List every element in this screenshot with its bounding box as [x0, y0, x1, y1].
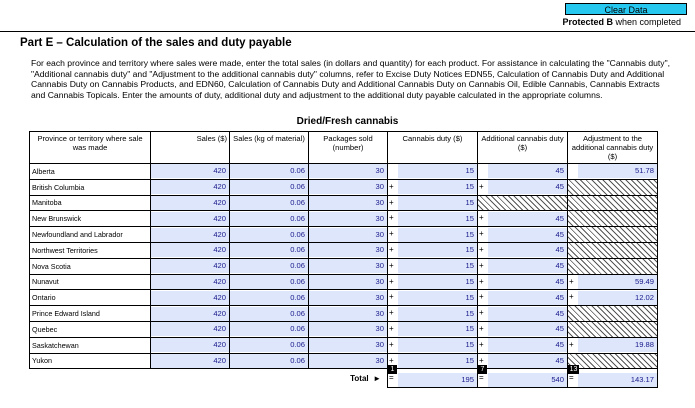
sales-field[interactable]: 420 — [151, 243, 229, 257]
sales-duty-table — [29, 131, 658, 388]
packages-field[interactable]: 30 — [309, 228, 387, 242]
kg-cell — [230, 211, 309, 227]
add-cell — [478, 258, 568, 274]
duty-cell — [388, 211, 478, 227]
clear-data-button[interactable]: Clear Data — [565, 3, 687, 15]
packages-field[interactable]: 30 — [309, 243, 387, 257]
plus-sign: + — [479, 292, 484, 302]
table-row — [30, 258, 658, 274]
province-cell — [30, 242, 151, 258]
sales-field[interactable]: 420 — [151, 164, 229, 178]
province-name: Quebec — [32, 324, 58, 334]
plus-sign: + — [389, 276, 394, 286]
table-row — [30, 321, 658, 337]
adj-field[interactable]: 12.02 — [578, 291, 657, 305]
duty-field[interactable]: 15 — [398, 322, 477, 336]
duty-field[interactable]: 15 — [398, 307, 477, 321]
duty-field[interactable]: 15 — [398, 196, 477, 210]
kg-cell — [230, 337, 309, 353]
packages-cell — [309, 306, 388, 322]
province-cell — [30, 258, 151, 274]
province-name: Prince Edward Island — [32, 309, 100, 319]
table-row — [30, 164, 658, 180]
duty-field[interactable]: 15 — [398, 228, 477, 242]
province-name: New Brunswick — [32, 214, 82, 224]
packages-cell — [309, 179, 388, 195]
add-cell — [478, 164, 568, 180]
add-cell — [478, 306, 568, 322]
duty-cell — [388, 306, 478, 322]
kg-cell — [230, 290, 309, 306]
packages-field[interactable]: 30 — [309, 322, 387, 336]
adj-cell — [568, 164, 658, 180]
sales-cell — [151, 321, 230, 337]
province-name: British Columbia — [32, 182, 85, 192]
total-adjustment-field[interactable]: 143.17 — [578, 373, 657, 387]
table-row — [30, 242, 658, 258]
hatched-disabled-field — [568, 196, 657, 211]
instructions-text: For each province and territory where sales were made, enter the total sales (in dollars and quantity) for each product. For assistance in calculating the "Cannabis duty", "Additional cannabis duty" and "Adjustment to the additional cannabis duty" columns, refer to Excise Duty Notices EDN55, Calculation of Cannabis Duty and Additional Cannabis Duty on Cannabis Products, and EDN60, Calculation of Cannabis Duty and Additional Cannabis Duty on Cannabis Oil, Edible Cannabis, Cannabis Extracts and Cannabis Topicals. Enter the amounts of duty, additional duty and adjustment to the additional duty payable calculated in the appropriate columns. — [31, 58, 671, 100]
protected-rest: when completed — [612, 17, 681, 27]
kg-cell — [230, 179, 309, 195]
province-cell — [30, 321, 151, 337]
plus-sign: + — [479, 244, 484, 254]
duty-field[interactable]: 15 — [398, 338, 477, 352]
sales-field[interactable]: 420 — [151, 275, 229, 289]
plus-sign: + — [389, 323, 394, 333]
plus-sign: + — [389, 355, 394, 365]
adj-cell — [568, 290, 658, 306]
table-row — [30, 306, 658, 322]
total-duty-cell — [388, 366, 478, 388]
packages-cell — [309, 290, 388, 306]
adj-cell — [568, 353, 658, 369]
packages-field[interactable]: 30 — [309, 164, 387, 178]
box-1-label: 1 — [388, 365, 397, 374]
hatched-disabled-field — [568, 259, 657, 274]
sales-cell — [151, 290, 230, 306]
province-cell — [30, 306, 151, 322]
adj-cell — [568, 321, 658, 337]
sales-field[interactable]: 420 — [151, 354, 229, 368]
header-rule — [0, 31, 695, 32]
table-row — [30, 179, 658, 195]
packages-field[interactable]: 30 — [309, 354, 387, 368]
adj-cell — [568, 195, 658, 211]
kg-field[interactable]: 0.06 — [230, 338, 308, 352]
plus-sign: + — [389, 213, 394, 223]
packages-cell — [309, 321, 388, 337]
add-field[interactable]: 45 — [488, 212, 567, 226]
packages-cell — [309, 195, 388, 211]
sales-cell — [151, 353, 230, 369]
duty-field[interactable]: 15 — [398, 212, 477, 226]
col-header-kg: Sales (kg of material) — [230, 132, 309, 164]
col-header-packages: Packages sold (number) — [309, 132, 388, 164]
kg-cell — [230, 258, 309, 274]
packages-cell — [309, 164, 388, 180]
kg-field[interactable]: 0.06 — [230, 164, 308, 178]
adj-cell — [568, 337, 658, 353]
add-cell — [478, 195, 568, 211]
province-name: Saskatchewan — [32, 340, 79, 350]
add-field[interactable]: 45 — [488, 180, 567, 194]
kg-cell — [230, 164, 309, 180]
total-label-cell — [30, 369, 388, 388]
kg-field[interactable]: 0.06 — [230, 259, 308, 273]
plus-sign: + — [389, 260, 394, 270]
province-name: Alberta — [32, 166, 55, 176]
hatched-disabled-field — [568, 322, 657, 337]
plus-sign: + — [389, 197, 394, 207]
kg-cell — [230, 227, 309, 243]
hatched-disabled-field — [568, 243, 657, 258]
sales-cell — [151, 242, 230, 258]
adj-cell — [568, 179, 658, 195]
duty-cell — [388, 353, 478, 369]
table-row — [30, 290, 658, 306]
packages-field[interactable]: 30 — [309, 338, 387, 352]
province-cell — [30, 179, 151, 195]
duty-cell — [388, 290, 478, 306]
hatched-disabled-field — [568, 211, 657, 226]
equals-sign: = — [569, 373, 574, 383]
duty-cell — [388, 258, 478, 274]
province-name: Nova Scotia — [32, 261, 71, 271]
plus-sign: + — [479, 323, 484, 333]
adj-field[interactable]: 19.88 — [578, 338, 657, 352]
plus-sign: + — [389, 339, 394, 349]
duty-field[interactable]: 15 — [398, 180, 477, 194]
header-row — [30, 132, 658, 164]
table-row — [30, 337, 658, 353]
duty-field[interactable]: 15 — [398, 164, 477, 178]
part-title: Part E – Calculation of the sales and duty payable — [20, 37, 292, 49]
add-cell — [478, 274, 568, 290]
hatched-disabled-field — [478, 196, 567, 211]
kg-field[interactable]: 0.06 — [230, 228, 308, 242]
packages-cell — [309, 211, 388, 227]
sales-field[interactable]: 420 — [151, 291, 229, 305]
sales-cell — [151, 164, 230, 180]
kg-field[interactable]: 0.06 — [230, 212, 308, 226]
col-header-additional: Additional cannabis duty ($) — [478, 132, 568, 164]
total-adj-cell — [568, 366, 658, 388]
province-cell — [30, 353, 151, 369]
add-field[interactable]: 45 — [488, 307, 567, 321]
province-cell — [30, 290, 151, 306]
total-add-cell — [478, 366, 568, 388]
col-header-adjustment: Adjustment to the additional cannabis duty ($) — [568, 132, 658, 164]
add-field[interactable]: 45 — [488, 275, 567, 289]
packages-field[interactable]: 30 — [309, 307, 387, 321]
adj-field[interactable]: 51.78 — [578, 164, 657, 178]
add-field[interactable]: 45 — [488, 228, 567, 242]
add-field[interactable]: 45 — [488, 164, 567, 178]
adj-field[interactable]: 59.49 — [578, 275, 657, 289]
kg-cell — [230, 274, 309, 290]
packages-cell — [309, 337, 388, 353]
plus-sign: + — [569, 339, 574, 349]
plus-sign: + — [389, 292, 394, 302]
plus-sign: + — [479, 181, 484, 191]
add-field[interactable]: 45 — [488, 338, 567, 352]
province-cell — [30, 337, 151, 353]
add-cell — [478, 242, 568, 258]
duty-field[interactable]: 15 — [398, 259, 477, 273]
equals-sign: = — [389, 373, 394, 383]
province-name: Yukon — [32, 356, 52, 366]
plus-sign: + — [389, 229, 394, 239]
kg-field[interactable]: 0.06 — [230, 275, 308, 289]
kg-field[interactable]: 0.06 — [230, 196, 308, 210]
province-name: Northwest Territories — [32, 245, 98, 255]
plus-sign: + — [479, 229, 484, 239]
province-cell — [30, 211, 151, 227]
total-duty-field[interactable]: 195 — [398, 373, 477, 387]
duty-cell — [388, 195, 478, 211]
sales-cell — [151, 337, 230, 353]
add-cell — [478, 353, 568, 369]
hatched-disabled-field — [568, 306, 657, 321]
add-field[interactable]: 45 — [488, 243, 567, 257]
box-7-label: 7 — [478, 365, 487, 374]
kg-cell — [230, 242, 309, 258]
add-cell — [478, 321, 568, 337]
province-name: Newfoundland and Labrador — [32, 230, 123, 240]
adj-cell — [568, 274, 658, 290]
plus-sign: + — [479, 260, 484, 270]
kg-field[interactable]: 0.06 — [230, 354, 308, 368]
add-cell — [478, 227, 568, 243]
adj-cell — [568, 242, 658, 258]
hatched-disabled-field — [568, 180, 657, 195]
packages-cell — [309, 242, 388, 258]
province-cell — [30, 227, 151, 243]
plus-sign: + — [479, 276, 484, 286]
duty-field[interactable]: 15 — [398, 275, 477, 289]
province-name: Nunavut — [32, 277, 59, 287]
duty-field[interactable]: 15 — [398, 354, 477, 368]
packages-field[interactable]: 30 — [309, 180, 387, 194]
table-row — [30, 195, 658, 211]
kg-field[interactable]: 0.06 — [230, 322, 308, 336]
province-cell — [30, 164, 151, 180]
add-cell — [478, 179, 568, 195]
sales-field[interactable]: 420 — [151, 307, 229, 321]
sales-field[interactable]: 420 — [151, 180, 229, 194]
kg-field[interactable]: 0.06 — [230, 291, 308, 305]
sales-field[interactable]: 420 — [151, 322, 229, 336]
province-name: Manitoba — [32, 198, 62, 208]
packages-field[interactable]: 30 — [309, 291, 387, 305]
col-header-duty: Cannabis duty ($) — [388, 132, 478, 164]
kg-cell — [230, 321, 309, 337]
duty-cell — [388, 274, 478, 290]
province-name: Ontario — [32, 293, 56, 303]
add-cell — [478, 211, 568, 227]
packages-cell — [309, 274, 388, 290]
plus-sign: + — [569, 276, 574, 286]
province-cell — [30, 274, 151, 290]
sales-cell — [151, 306, 230, 322]
plus-sign: + — [389, 181, 394, 191]
adj-cell — [568, 258, 658, 274]
total-row — [30, 369, 658, 388]
table-row — [30, 274, 658, 290]
duty-cell — [388, 227, 478, 243]
protected-label — [562, 17, 681, 27]
plus-sign: + — [479, 308, 484, 318]
plus-sign: + — [479, 213, 484, 223]
box-13-label: 13 — [569, 366, 578, 374]
duty-cell — [388, 321, 478, 337]
sales-field[interactable]: 420 — [151, 196, 229, 210]
packages-cell — [309, 258, 388, 274]
kg-field[interactable]: 0.06 — [230, 243, 308, 257]
hatched-disabled-field — [568, 227, 657, 242]
sales-cell — [151, 179, 230, 195]
sales-field[interactable]: 420 — [151, 338, 229, 352]
add-cell — [478, 290, 568, 306]
arrow-right-icon: ► — [373, 374, 381, 384]
sales-cell — [151, 227, 230, 243]
duty-cell — [388, 337, 478, 353]
add-cell — [478, 337, 568, 353]
packages-field[interactable]: 30 — [309, 196, 387, 210]
sales-field[interactable]: 420 — [151, 228, 229, 242]
duty-cell — [388, 164, 478, 180]
table-row — [30, 227, 658, 243]
add-field[interactable]: 45 — [488, 354, 567, 368]
hatched-disabled-field — [568, 354, 657, 369]
packages-field[interactable]: 30 — [309, 275, 387, 289]
packages-field[interactable]: 30 — [309, 212, 387, 226]
packages-field[interactable]: 30 — [309, 259, 387, 273]
add-field[interactable]: 45 — [488, 291, 567, 305]
plus-sign: + — [479, 355, 484, 365]
adj-cell — [568, 211, 658, 227]
sales-cell — [151, 211, 230, 227]
duty-field[interactable]: 15 — [398, 243, 477, 257]
sales-field[interactable]: 420 — [151, 212, 229, 226]
adj-cell — [568, 306, 658, 322]
total-additional-field[interactable]: 540 — [488, 373, 567, 387]
add-field[interactable]: 45 — [488, 322, 567, 336]
total-label: Total — [350, 374, 369, 384]
kg-field[interactable]: 0.06 — [230, 307, 308, 321]
packages-cell — [309, 353, 388, 369]
province-cell — [30, 195, 151, 211]
duty-field[interactable]: 15 — [398, 291, 477, 305]
table-row — [30, 211, 658, 227]
add-field[interactable]: 45 — [488, 259, 567, 273]
plus-sign: + — [389, 244, 394, 254]
kg-cell — [230, 353, 309, 369]
packages-cell — [309, 227, 388, 243]
protected-bold: Protected B — [562, 17, 613, 27]
adj-cell — [568, 227, 658, 243]
duty-cell — [388, 179, 478, 195]
table-row — [30, 353, 658, 369]
table-title: Dried/Fresh cannabis — [296, 116, 399, 127]
kg-cell — [230, 306, 309, 322]
kg-cell — [230, 195, 309, 211]
plus-sign: + — [389, 308, 394, 318]
col-header-sales: Sales ($) — [151, 132, 230, 164]
plus-sign: + — [479, 339, 484, 349]
sales-cell — [151, 258, 230, 274]
duty-cell — [388, 242, 478, 258]
kg-field[interactable]: 0.06 — [230, 180, 308, 194]
equals-sign: = — [479, 373, 484, 383]
col-header-province: Province or territory where sale was made — [30, 132, 151, 164]
plus-sign: + — [569, 292, 574, 302]
sales-field[interactable]: 420 — [151, 259, 229, 273]
sales-cell — [151, 274, 230, 290]
sales-cell — [151, 195, 230, 211]
